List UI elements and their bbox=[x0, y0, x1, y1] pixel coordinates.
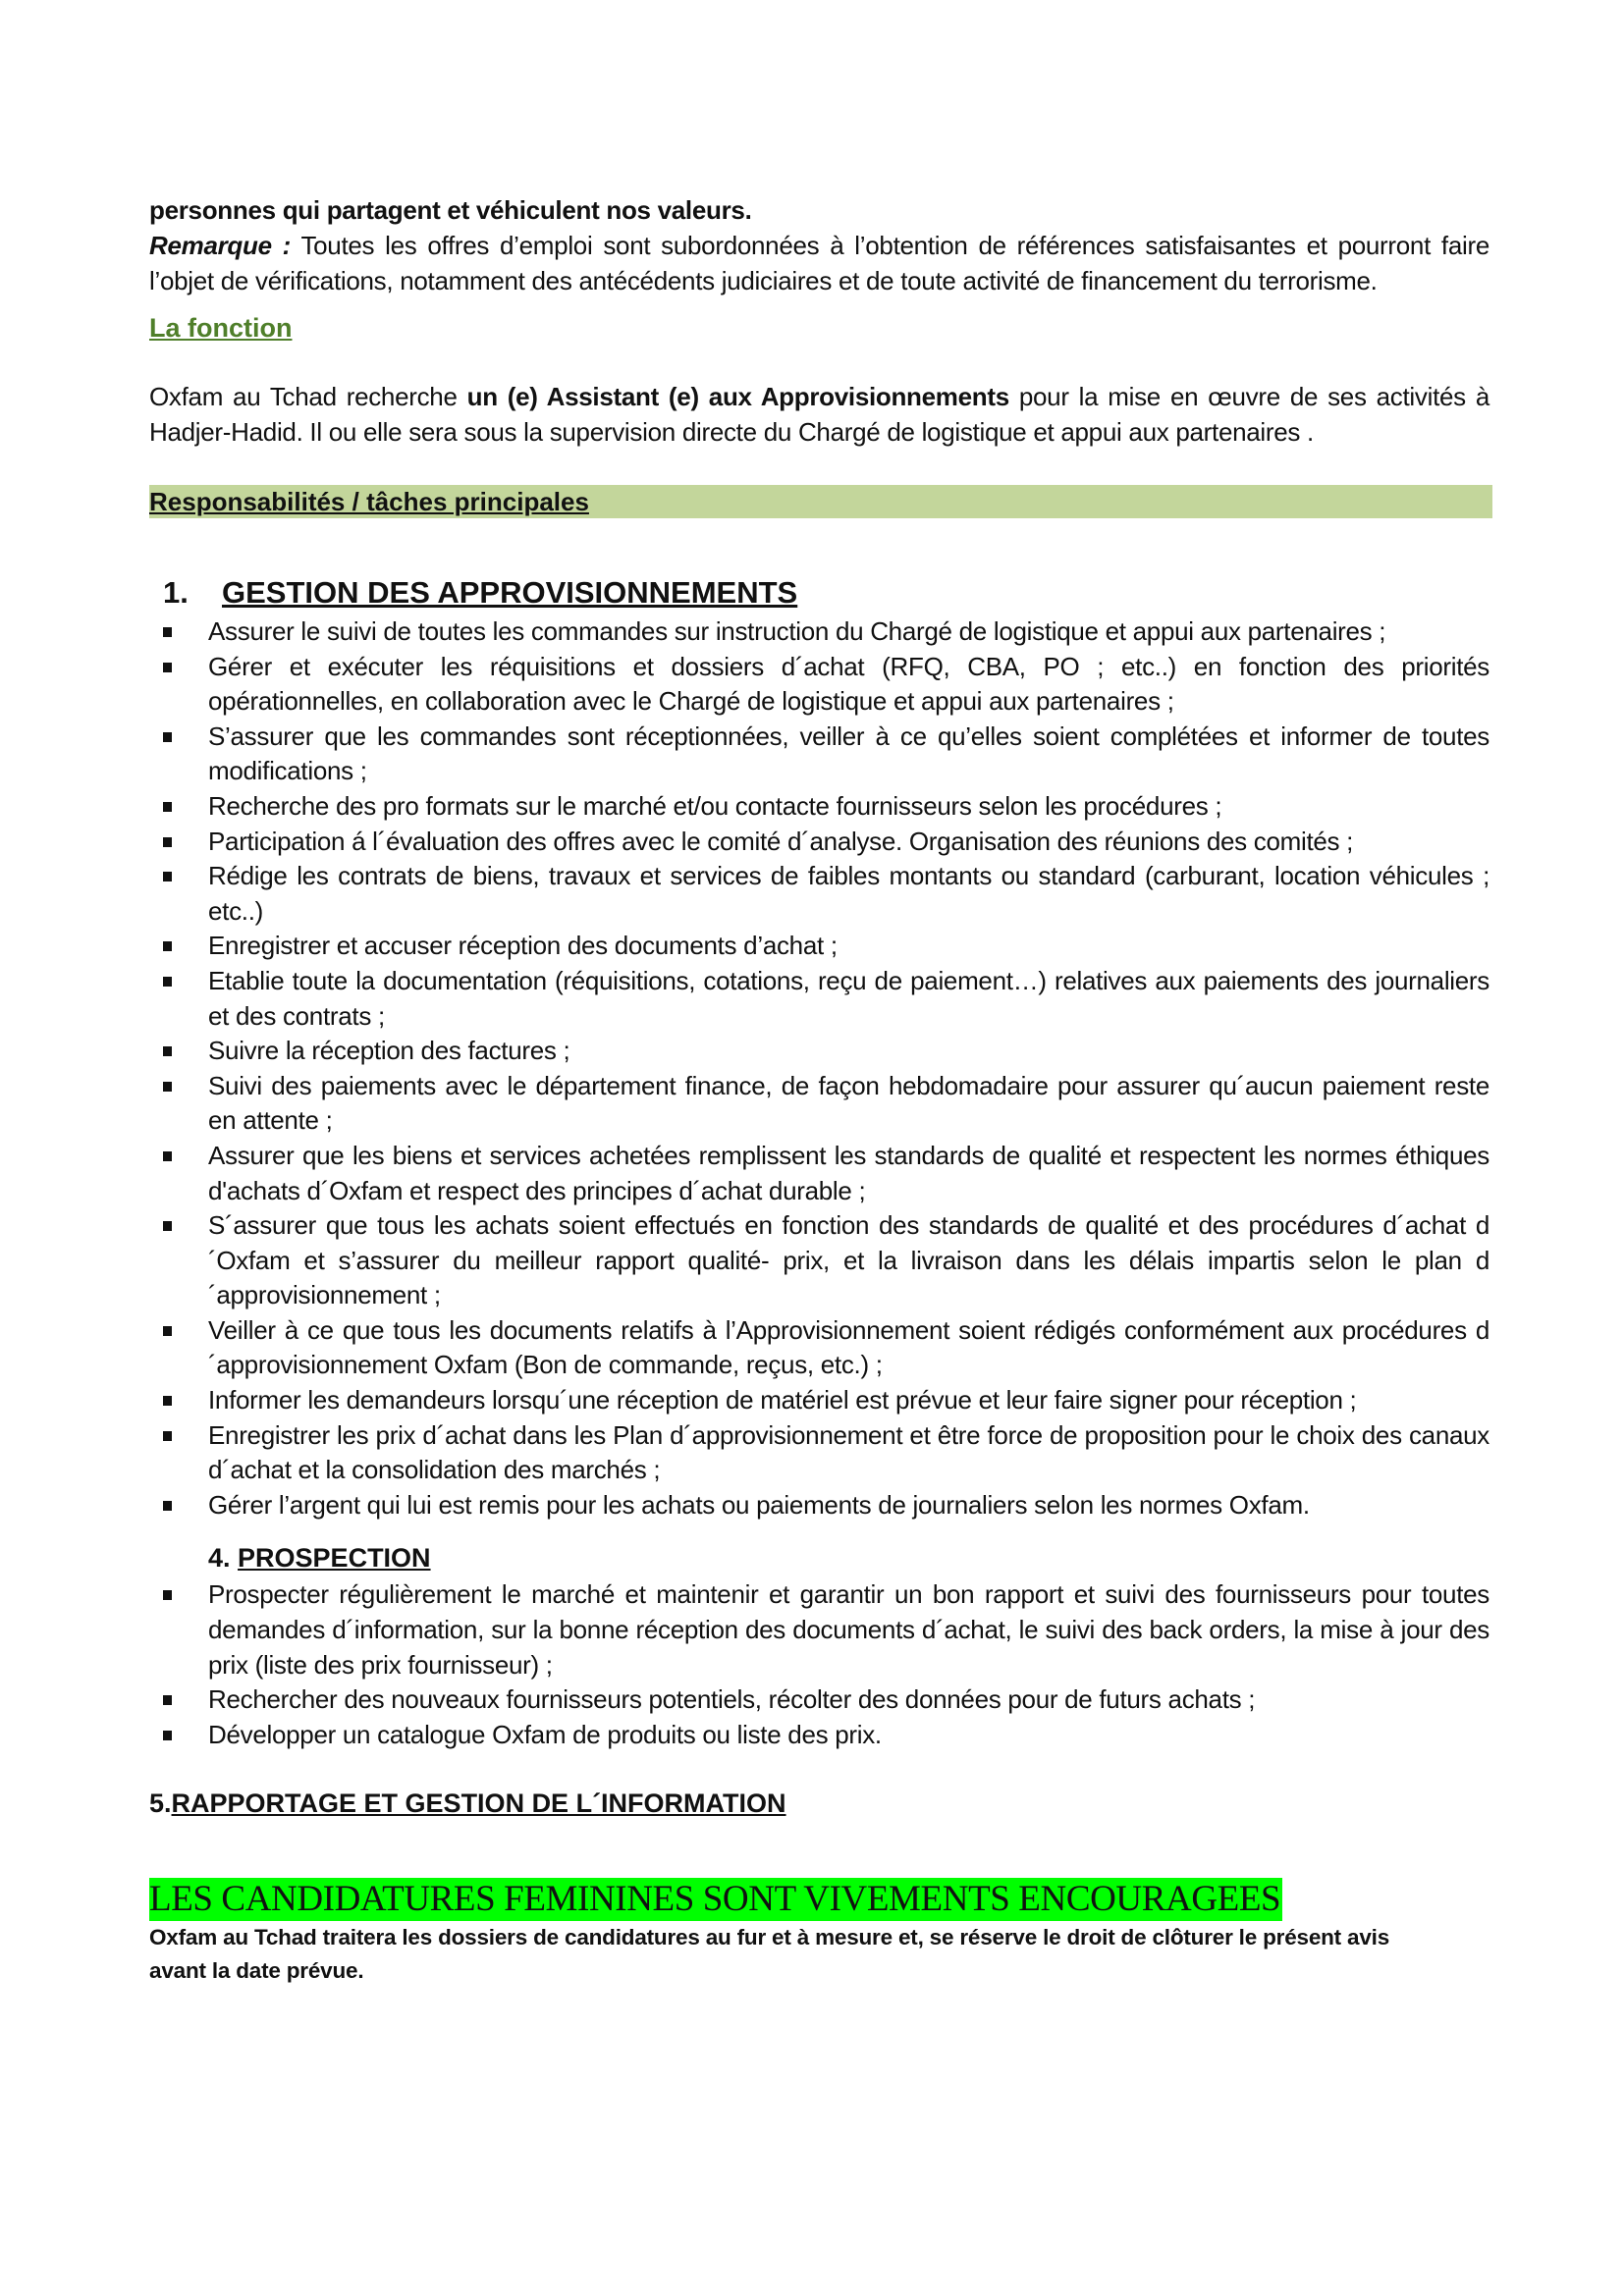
square-bullet-icon bbox=[163, 1151, 172, 1161]
list-item-text: Prospecter régulièrement le marché et maintenir et garantir un bon rapport et suivi des fournisseurs pour toutes demandes d´information, sur la bonne réception des documents d´achat, le suivi des back orders, la mise à jour des prix (liste des prix fournisseur) ; bbox=[208, 1579, 1489, 1680]
square-bullet-icon bbox=[163, 1431, 172, 1441]
section-5-number: 5. bbox=[149, 1789, 172, 1819]
list-item-text: S’assurer que les commandes sont réceptionnées, veiller à ce qu’elles soient complétées et informer de toutes modifications ; bbox=[208, 721, 1489, 786]
list-item-text: Informer les demandeurs lorsqu´une réception de matériel est prévue et leur faire signer pour réception ; bbox=[208, 1385, 1357, 1415]
intro-after: pour la mise en œuvre de ses activités à Hadjer-Hadid. Il ou elle sera sous la supervision directe du Chargé de logistique et appui aux partenaires . bbox=[149, 382, 1489, 447]
remark-label: Remarque : bbox=[149, 231, 292, 260]
list-item bbox=[149, 1718, 1489, 1753]
function-section-title: La fonction bbox=[149, 313, 293, 343]
square-bullet-icon bbox=[163, 1082, 172, 1092]
list-item-text: Suivre la réception des factures ; bbox=[208, 1036, 570, 1066]
document-page bbox=[149, 192, 1489, 1988]
list-item bbox=[149, 1139, 1489, 1208]
list-item bbox=[149, 1418, 1489, 1488]
intro-before: Oxfam au Tchad recherche bbox=[149, 382, 467, 411]
list-item bbox=[149, 1208, 1489, 1313]
list-item-text: Enregistrer les prix d´achat dans les Plan d´approvisionnement et être force de proposition pour le choix des canaux d´achat et la consolidation des marchés ; bbox=[208, 1419, 1489, 1485]
section-1-number: 1. bbox=[163, 575, 189, 610]
list-item bbox=[149, 964, 1489, 1034]
square-bullet-icon bbox=[163, 802, 172, 812]
list-item-text: Participation á l´évaluation des offres avec le comité d´analyse. Organisation des réunions des comités ; bbox=[208, 826, 1354, 856]
square-bullet-icon bbox=[163, 1731, 172, 1740]
list-item bbox=[149, 1034, 1489, 1069]
closing-notice: Oxfam au Tchad traitera les dossiers de candidatures au fur et à mesure et, se réserve le droit de clôturer le présent avis avant la date prévue. bbox=[149, 1925, 1390, 1984]
female-applicants-banner: LES CANDIDATURES FEMININES SONT VIVEMENTS ENCOURAGEES bbox=[149, 1879, 1281, 1920]
section-4-heading bbox=[149, 1540, 1489, 1575]
section-1-title: GESTION DES APPROVISIONNEMENTS bbox=[222, 575, 798, 610]
list-item-text: Rechercher des nouveaux fournisseurs potentiels, récolter des données pour de futurs achats ; bbox=[208, 1684, 1256, 1715]
square-bullet-icon bbox=[163, 1221, 172, 1231]
list-item bbox=[149, 1069, 1489, 1139]
square-bullet-icon bbox=[163, 977, 172, 987]
list-item-text: Développer un catalogue Oxfam de produits ou liste des prix. bbox=[208, 1719, 882, 1749]
square-bullet-icon bbox=[163, 663, 172, 672]
remark-text: Toutes les offres d’emploi sont subordonnées à l’obtention de références satisfaisantes et pourront faire l’objet de vérifications, notamment des antécédents judiciaires et de toute activité de financement du terrorisme. bbox=[149, 231, 1489, 295]
section-5-title: RAPPORTAGE ET GESTION DE L´INFORMATION bbox=[171, 1789, 786, 1819]
section-4-list bbox=[149, 1577, 1489, 1752]
list-item-text: Rédige les contrats de biens, travaux et services de faibles montants ou standard (carburant, location véhicules ; etc..) bbox=[208, 861, 1489, 926]
list-item-text: Gérer et exécuter les réquisitions et dossiers d´achat (RFQ, CBA, PO ; etc..) en fonction des priorités opérationnelles, en collaboration avec le Chargé de logistique et appui aux partenaires ; bbox=[208, 651, 1489, 717]
list-item-text: S´assurer que tous les achats soient effectués en fonction des standards de qualité et des procédures d´achat d´Oxfam et s’assurer du meilleur rapport qualité- prix, et la livraison dans les délais impartis selon le plan d´approvisionnement ; bbox=[208, 1210, 1489, 1310]
list-item-text: Assurer que les biens et services achetées remplissent les standards de qualité et respectent les normes éthiques d'achats d´Oxfam et respect des principes d´achat durable ; bbox=[208, 1140, 1489, 1205]
list-item-text: Veiller à ce que tous les documents relatifs à l’Approvisionnement soient rédigés conformément aux procédures d´approvisionnement Oxfam (Bon de commande, reçus, etc.) ; bbox=[208, 1314, 1489, 1380]
section-4-number: 4. bbox=[208, 1543, 239, 1574]
section-1-list bbox=[149, 614, 1489, 1522]
list-item bbox=[149, 650, 1489, 720]
list-item bbox=[149, 859, 1489, 929]
list-item bbox=[149, 825, 1489, 860]
responsibilities-title: Responsabilités / tâches principales bbox=[149, 487, 589, 516]
square-bullet-icon bbox=[163, 1695, 172, 1705]
section-5-heading bbox=[149, 1786, 1489, 1821]
square-bullet-icon bbox=[163, 1326, 172, 1336]
list-item bbox=[149, 1383, 1489, 1418]
square-bullet-icon bbox=[163, 1046, 172, 1056]
list-item bbox=[149, 720, 1489, 789]
list-item bbox=[149, 1488, 1489, 1523]
list-item-text: Etablie toute la documentation (réquisitions, cotations, reçu de paiement…) relatives aux paiements des journaliers et des contrats ; bbox=[208, 965, 1489, 1031]
list-item bbox=[149, 929, 1489, 964]
square-bullet-icon bbox=[163, 872, 172, 881]
square-bullet-icon bbox=[163, 732, 172, 742]
list-item bbox=[149, 1682, 1489, 1718]
function-intro-paragraph bbox=[149, 379, 1489, 450]
square-bullet-icon bbox=[163, 627, 172, 637]
job-title: un (e) Assistant (e) aux Approvisionnements bbox=[466, 382, 1009, 411]
list-item bbox=[149, 1577, 1489, 1682]
section-4-title: PROSPECTION bbox=[238, 1543, 431, 1574]
list-item-text: Enregistrer et accuser réception des documents d’achat ; bbox=[208, 931, 838, 961]
remark-paragraph bbox=[149, 228, 1489, 298]
values-line: personnes qui partagent et véhiculent nos valeurs. bbox=[149, 195, 752, 225]
list-item-text: Recherche des pro formats sur le marché et/ou contacte fournisseurs selon les procédures ; bbox=[208, 790, 1222, 821]
square-bullet-icon bbox=[163, 1501, 172, 1511]
list-item bbox=[149, 1313, 1489, 1383]
list-item bbox=[149, 614, 1489, 650]
list-item bbox=[149, 789, 1489, 825]
square-bullet-icon bbox=[163, 1396, 172, 1406]
square-bullet-icon bbox=[163, 941, 172, 951]
section-1-heading bbox=[149, 573, 1489, 613]
square-bullet-icon bbox=[163, 837, 172, 847]
list-item-text: Assurer le suivi de toutes les commandes sur instruction du Chargé de logistique et appui aux partenaires ; bbox=[208, 616, 1386, 646]
square-bullet-icon bbox=[163, 1590, 172, 1600]
list-item-text: Gérer l’argent qui lui est remis pour les achats ou paiements de journaliers selon les normes Oxfam. bbox=[208, 1489, 1310, 1520]
responsibilities-band bbox=[149, 485, 1492, 518]
list-item-text: Suivi des paiements avec le département finance, de façon hebdomadaire pour assurer qu´aucun paiement reste en attente ; bbox=[208, 1070, 1489, 1136]
